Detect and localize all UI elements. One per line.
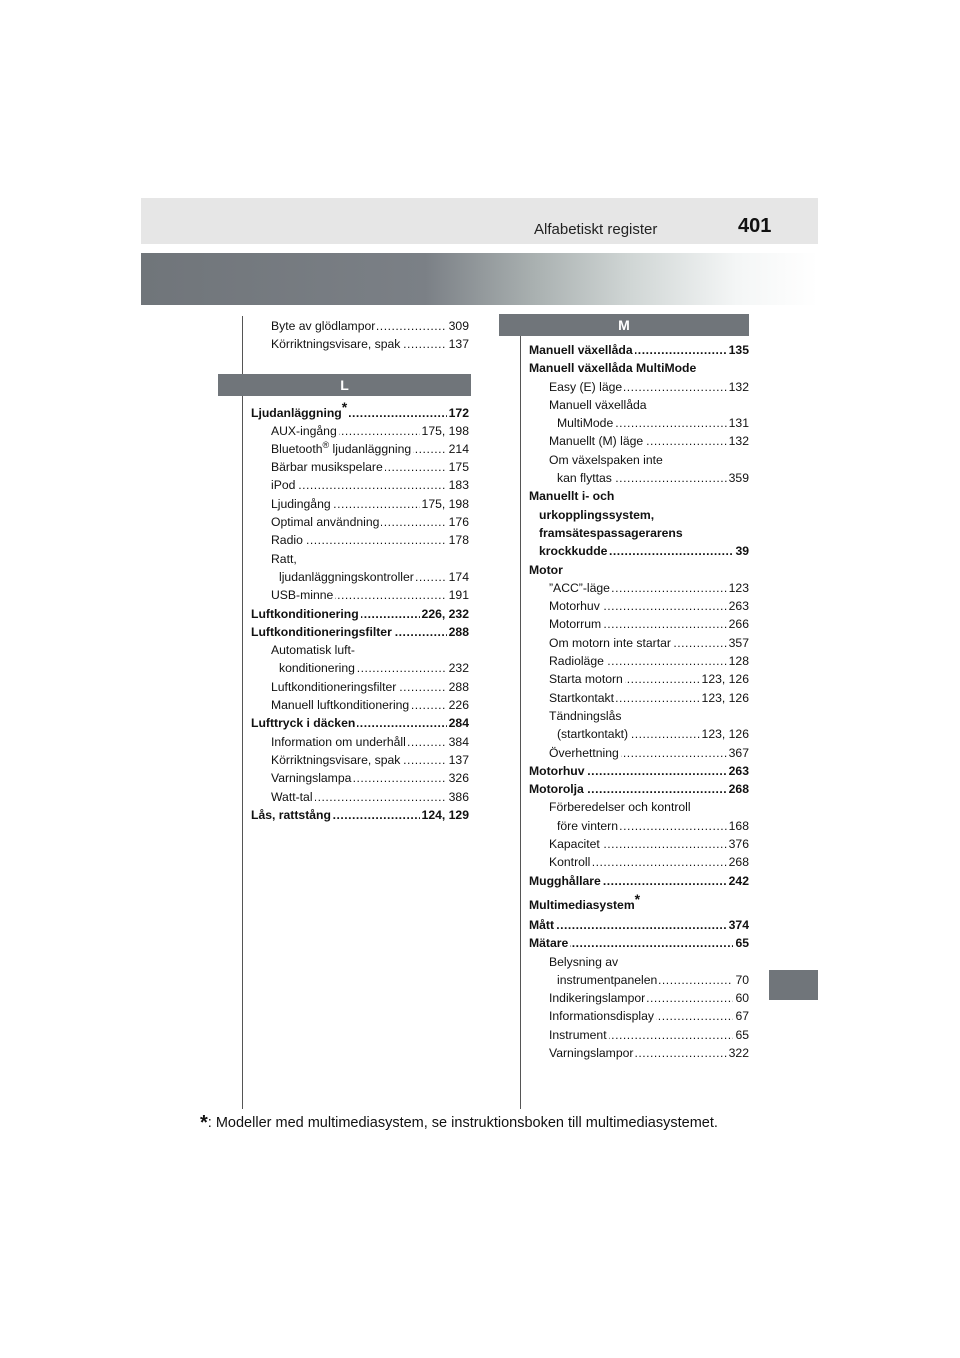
left-column <box>251 317 469 824</box>
section-letter-l: L <box>218 374 471 396</box>
index-entry: urkopplingssystem, <box>539 507 655 522</box>
index-entry: Radio 178 ..... <box>251 531 469 549</box>
index-entry: ljudanläggningskontroller 174 ..... <box>251 568 469 586</box>
index-entry: Motorhuv 263 ..... <box>529 597 749 615</box>
index-entry: Mätare 65 ..... <box>529 934 749 952</box>
index-entry: framsätespassagerarens <box>539 525 683 540</box>
index-entry: Överhettning 367 ..... <box>529 744 749 762</box>
index-entry: Mått 374 ..... <box>529 916 749 934</box>
index-entry: Manuell växellåda MultiMode <box>529 361 697 376</box>
index-entry: Ljudanläggning* 172 ..... <box>251 400 469 422</box>
footnote <box>200 1112 718 1135</box>
index-entry: Manuellt i- och <box>529 489 615 504</box>
header-bar <box>141 198 818 244</box>
middle-column-rule <box>520 336 521 1109</box>
index-entry: Varningslampa 326 ..... <box>251 769 469 787</box>
index-entry: Easy (E) läge 132 ..... <box>529 378 749 396</box>
index-entry: Om motorn inte startar 357 ..... <box>529 634 749 652</box>
index-entry: ”ACC”-läge 123 ..... <box>529 579 749 597</box>
index-entry: Informationsdisplay 67 ..... <box>529 1007 749 1025</box>
index-entry: Radioläge 128 ..... <box>529 652 749 670</box>
index-entry: Kontroll 268 ..... <box>529 853 749 871</box>
index-entry: Ljudingång 175, 198 ..... <box>251 495 469 513</box>
index-entry: Körriktningsvisare, spak 137 ..... <box>251 335 469 353</box>
index-entry: Förberedelser och kontroll <box>549 800 691 815</box>
index-entry: Information om underhåll 384 ..... <box>251 733 469 751</box>
index-entry: Luftkonditionering 226, 232 ..... <box>251 605 469 623</box>
section-letter-m: M <box>499 314 749 336</box>
index-entry: Lås, rattstång 124, 129 ..... <box>251 806 469 824</box>
side-thumb-tab <box>769 970 818 1000</box>
index-entry: Startkontakt 123, 126 ..... <box>529 689 749 707</box>
index-entry: Tändningslås <box>549 708 622 723</box>
index-entry: Starta motorn 123, 126 ..... <box>529 670 749 688</box>
index-entry: instrumentpanelen 70 ..... <box>529 971 749 989</box>
index-entry: Motorrum 266 ..... <box>529 615 749 633</box>
footnote-text: : Modeller med multimediasystem, se instruktionsboken till multimediasystemet. <box>207 1115 718 1131</box>
index-entry: USB-minne 191 ..... <box>251 586 469 604</box>
footnote-star: * <box>200 1112 208 1134</box>
index-entry: Lufttryck i däcken 284 ..... <box>251 714 469 732</box>
index-entry: Watt-tal 386 ..... <box>251 788 469 806</box>
page-number: 401 <box>738 215 772 237</box>
index-entry: Manuell luftkonditionering 226 ..... <box>251 696 469 714</box>
index-entry: Mugghållare 242 ..... <box>529 872 749 890</box>
index-entry: före vintern 168 ..... <box>529 817 749 835</box>
index-entry: MultiMode 131 ..... <box>529 414 749 432</box>
header-title: Alfabetiskt register <box>534 221 658 238</box>
index-entry: Belysning av <box>549 954 619 969</box>
index-entry: konditionering 232 ..... <box>251 659 469 677</box>
header-gradient-band <box>141 253 818 305</box>
right-column <box>529 314 749 1062</box>
index-entry: Indikeringslampor 60 ..... <box>529 989 749 1007</box>
index-entry: Manuellt (M) läge 132 ..... <box>529 432 749 450</box>
index-entry: Bluetooth® ljudanläggning 214 ..... <box>251 440 469 458</box>
index-entry: Motor <box>529 562 563 577</box>
index-entry: Optimal användning 176 ..... <box>251 513 469 531</box>
index-entry: Multimediasystem* <box>529 890 641 912</box>
index-entry: (startkontakt) 123, 126 ..... <box>529 725 749 743</box>
index-entry: Luftkonditioneringsfilter 288 ..... <box>251 678 469 696</box>
index-entry: Manuell växellåda 135 ..... <box>529 341 749 359</box>
index-entry: Automatisk luft- <box>271 643 355 658</box>
index-entry: Kapacitet 376 ..... <box>529 835 749 853</box>
index-entry: AUX-ingång 175, 198 ..... <box>251 422 469 440</box>
index-entry: Om växelspaken inte <box>549 452 663 467</box>
left-column-rule <box>242 316 243 1109</box>
index-entry: Byte av glödlampor 309 ..... <box>251 317 469 335</box>
index-entry: Motorhuv 263 ..... <box>529 762 749 780</box>
index-entry: Instrument 65 ..... <box>529 1026 749 1044</box>
index-entry: Motorolja 268 ..... <box>529 780 749 798</box>
index-entry: krockkudde 39 ..... <box>529 542 749 560</box>
index-entry: Luftkonditioneringsfilter 288 ..... <box>251 623 469 641</box>
index-entry: Manuell växellåda <box>549 397 647 412</box>
index-entry: iPod 183 ..... <box>251 476 469 494</box>
index-entry: Varningslampor 322 ..... <box>529 1044 749 1062</box>
index-entry: kan flyttas 359 ..... <box>529 469 749 487</box>
index-entry: Bärbar musikspelare 175 ..... <box>251 458 469 476</box>
index-entry: Körriktningsvisare, spak 137 ..... <box>251 751 469 769</box>
index-entry: Ratt, <box>271 551 297 566</box>
